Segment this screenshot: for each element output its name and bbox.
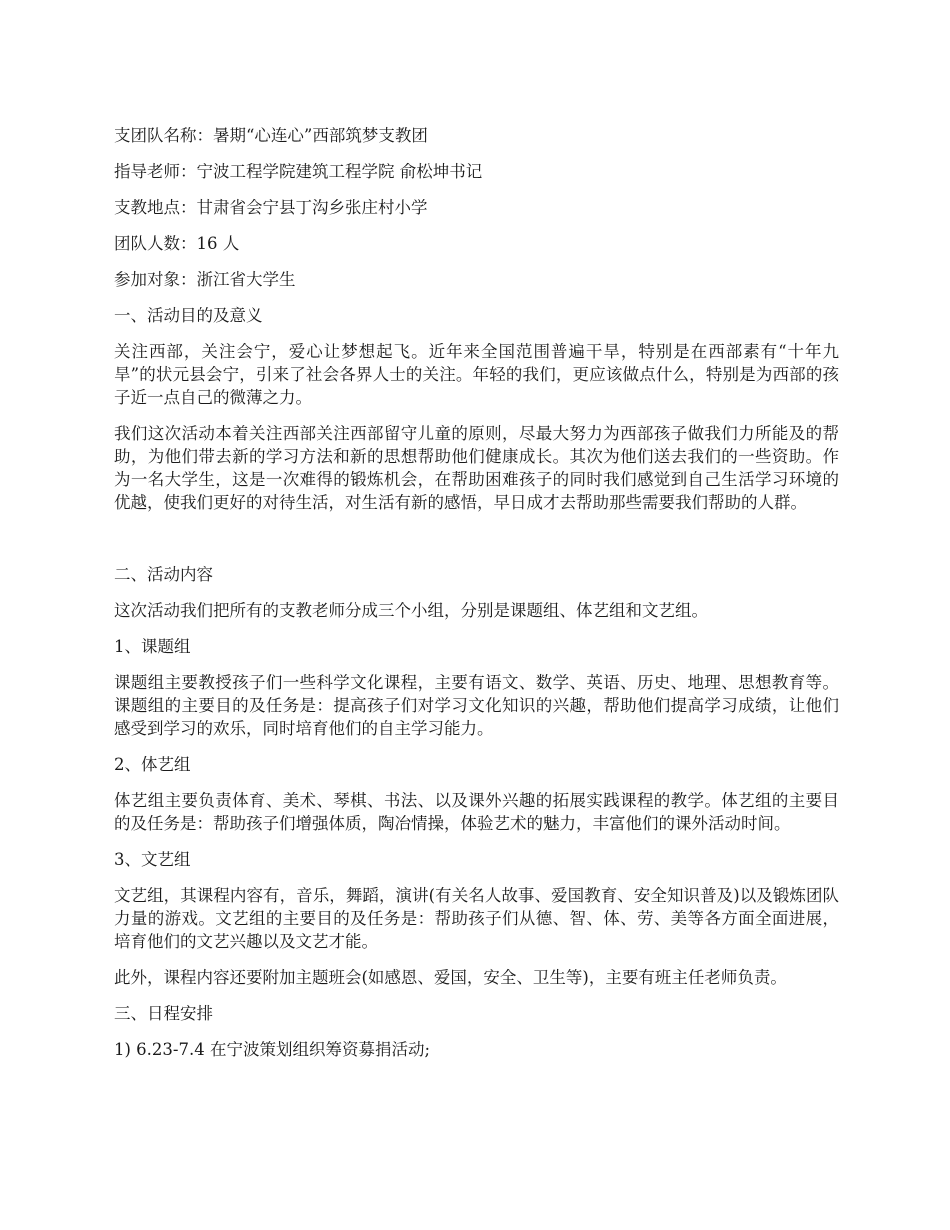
participants: 参加对象：浙江省大学生 <box>114 270 296 289</box>
section3-heading: 三、日程安排 <box>114 1004 213 1023</box>
section2-extra: 此外，课程内容还要附加主题班会(如感恩、爱国，安全、卫生等)，主要有班主任老师负责。 <box>114 968 787 987</box>
group3-text: 文艺组，其课程内容有，音乐，舞蹈，演讲(有关名人故事、爱国教育、安全知识普及)以及锻炼团队力量的游戏。文艺组的主要目的及任务是：帮助孩子们从德、智、体、劳、美等各方面全面进展，培育他们的文艺兴趣以及文艺才能。 <box>114 886 839 951</box>
group2-text: 体艺组主要负责体育、美术、琴棋、书法、以及课外兴趣的拓展实践课程的教学。体艺组的主要目的及任务是：帮助孩子们增强体质，陶冶情操，体验艺术的魅力，丰富他们的课外活动时间。 <box>114 791 839 833</box>
section1-heading: 一、活动目的及意义 <box>114 306 263 325</box>
location: 支教地点：甘肃省会宁县丁沟乡张庄村小学 <box>114 198 428 217</box>
section1-paragraph: 关注西部，关注会宁，爱心让梦想起飞。近年来全国范围普遍干旱，特别是在西部素有“十年九旱”的状元县会宁，引来了社会各界人士的关注。年轻的我们，更应该做点什么，特别是为西部的孩子近一点自己的微薄之力。 <box>114 342 839 407</box>
document-page <box>114 124 839 1074</box>
section2-heading: 二、活动内容 <box>114 565 213 584</box>
section1-paragraph: 我们这次活动本着关注西部关注西部留守儿童的原则，尽最大努力为西部孩子做我们力所能及的帮助，为他们带去新的学习方法和新的思想帮助他们健康成长。其次为他们送去我们的一些资助。作为一名大学生，这是一次难得的锻炼机会，在帮助困难孩子的同时我们感觉到自己生活学习环境的优越，使我们更好的对待生活，对生活有新的感悟，早日成才去帮助那些需要我们帮助的人群。 <box>114 424 839 512</box>
spacer <box>114 527 839 563</box>
team-size: 团队人数：16 人 <box>114 234 240 253</box>
group3-title: 3、文艺组 <box>114 850 191 869</box>
team-name: 支团队名称：暑期“心连心”西部筑梦支教团 <box>114 126 428 145</box>
group2-title: 2、体艺组 <box>114 755 191 774</box>
section2-intro: 这次活动我们把所有的支教老师分成三个小组，分别是课题组、体艺组和文艺组。 <box>114 601 708 620</box>
schedule-item: 1) 6.23-7.4 在宁波策划组织筹资募捐活动; <box>114 1040 431 1059</box>
advisor: 指导老师：宁波工程学院建筑工程学院 俞松坤书记 <box>114 162 483 181</box>
group1-title: 1、课题组 <box>114 637 191 656</box>
group1-text: 课题组主要教授孩子们一些科学文化课程，主要有语文、数学、英语、历史、地理、思想教育等。课题组的主要目的及任务是：提高孩子们对学习文化知识的兴趣，帮助他们提高学习成绩，让他们感受到学习的欢乐，同时培育他们的自主学习能力。 <box>114 673 839 738</box>
